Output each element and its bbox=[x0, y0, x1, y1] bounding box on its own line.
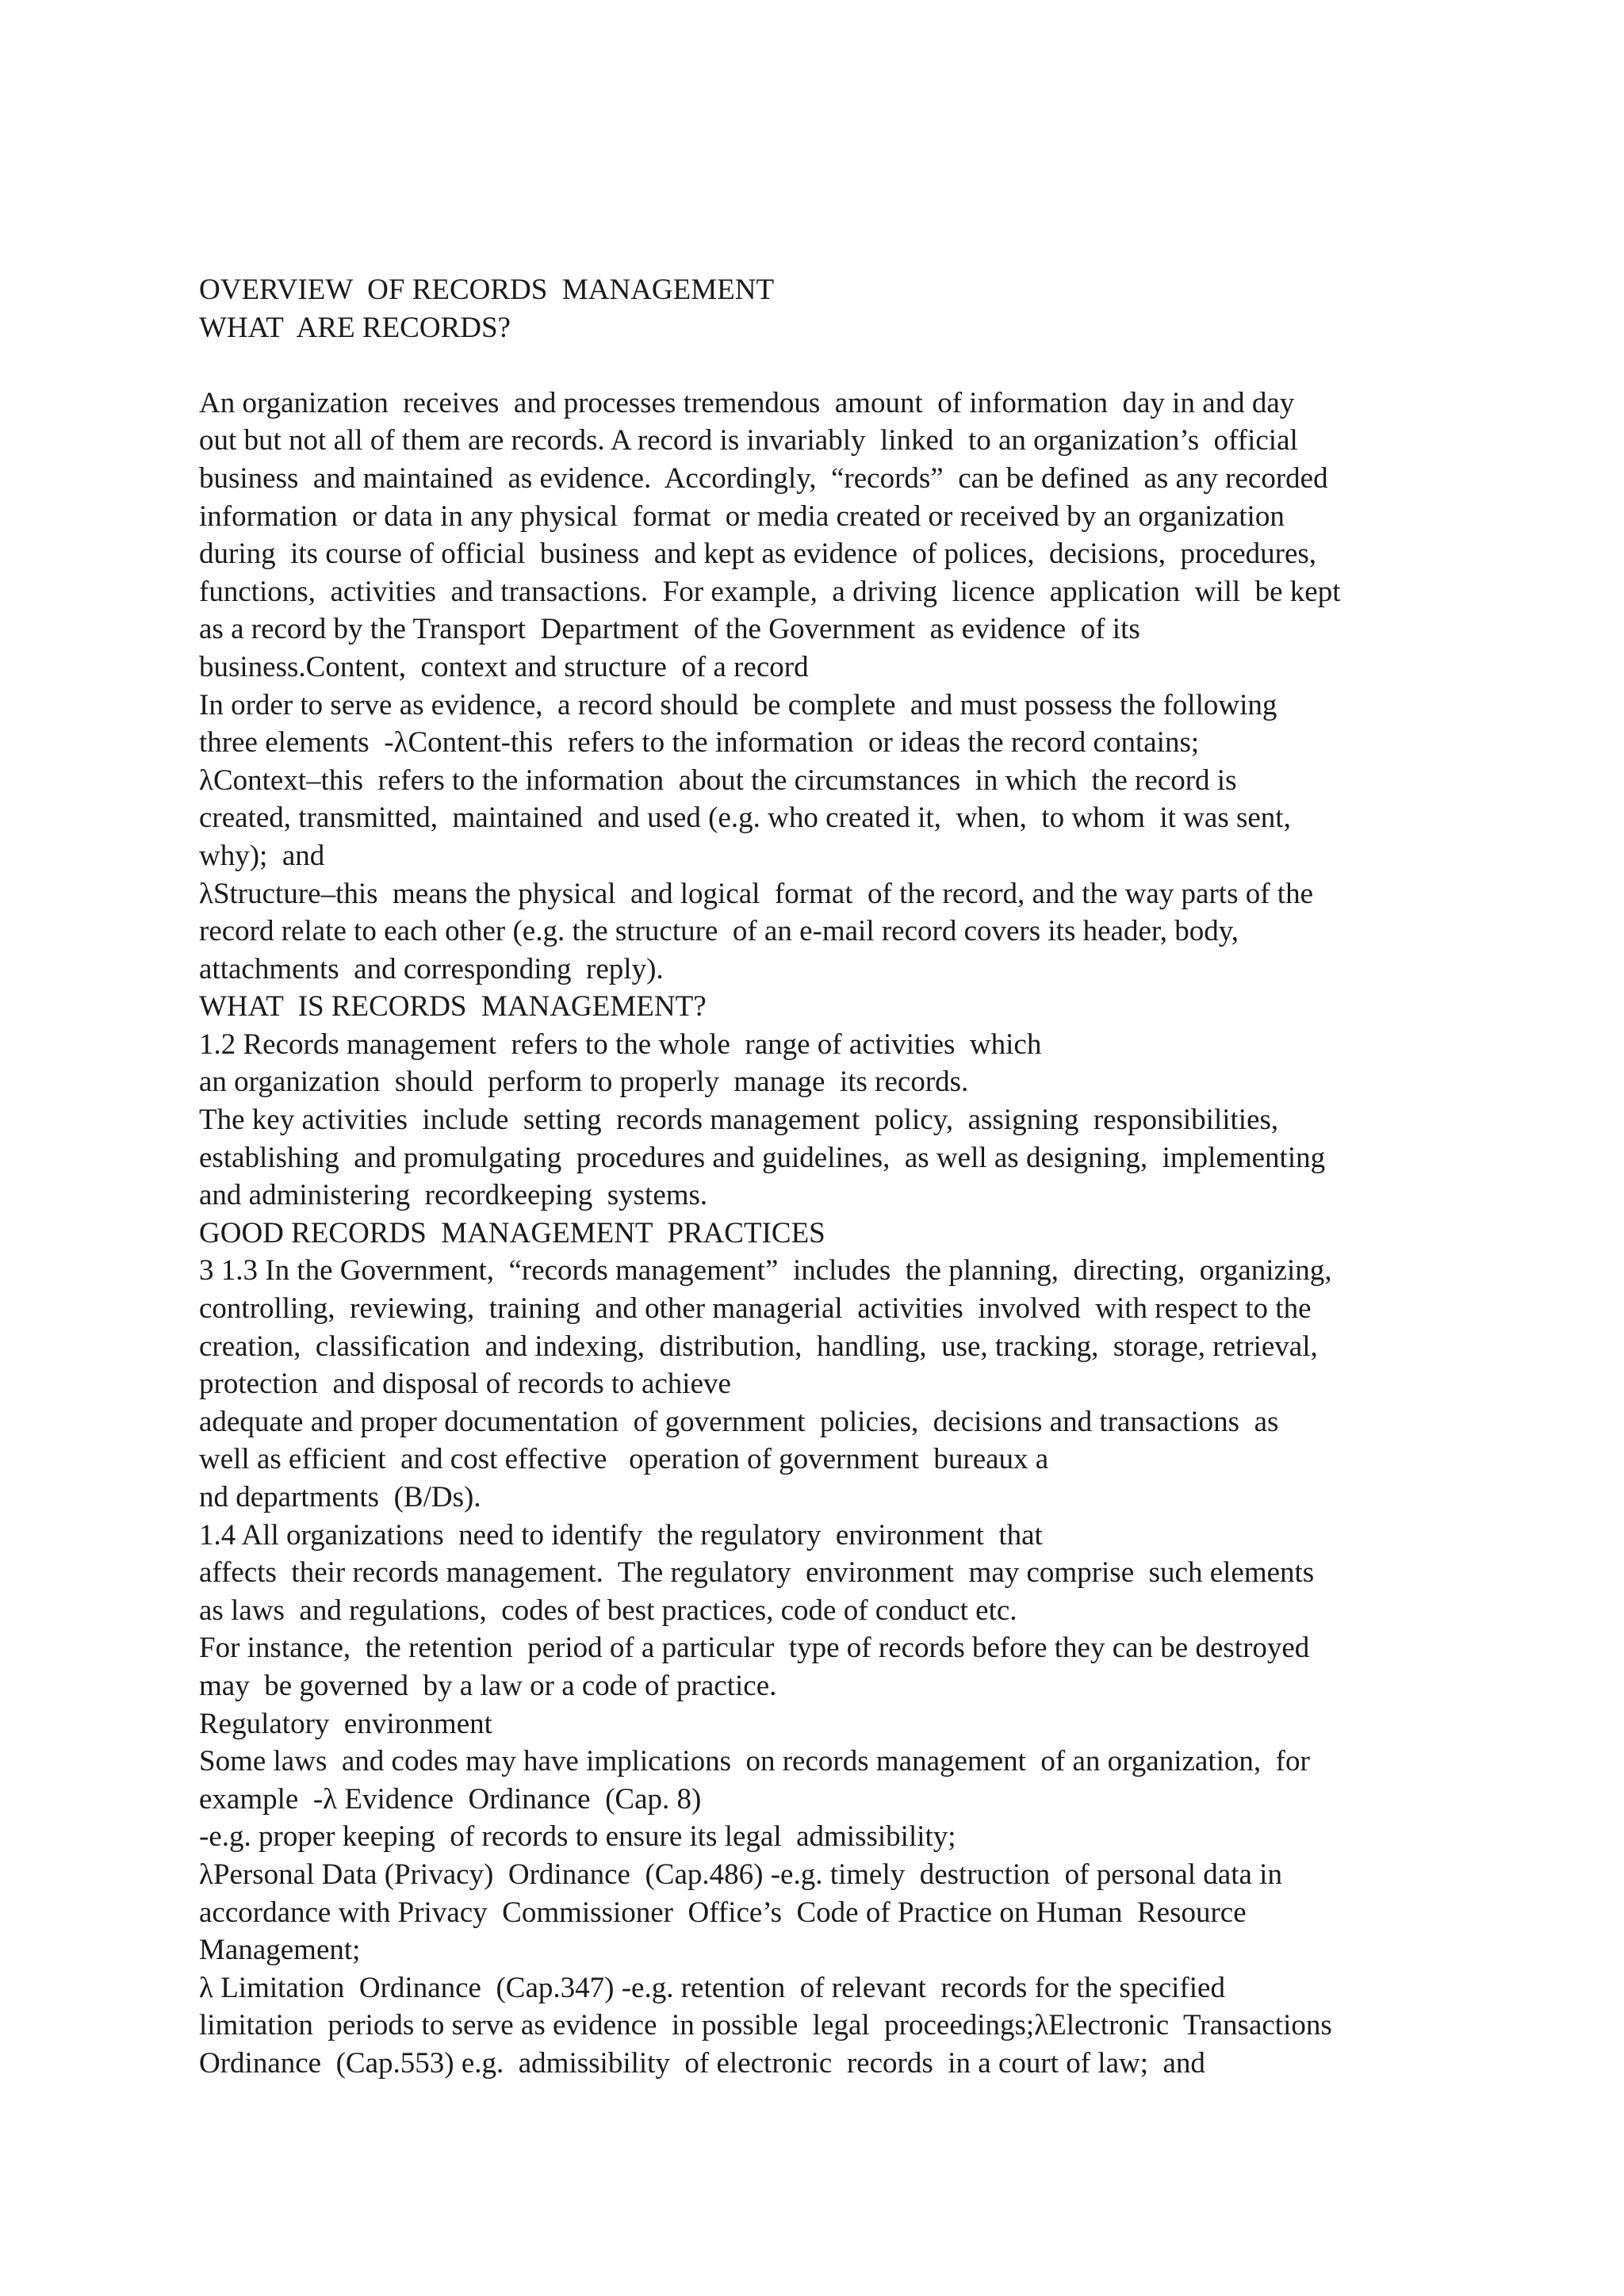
text-line: -e.g. proper keeping of records to ensure its legal admissibility; bbox=[199, 1820, 956, 1854]
text-line: establishing and promulgating procedures and guidelines, as well as designing, implementing bbox=[199, 1141, 1326, 1174]
text-line: 1.4 All organizations need to identify the regulatory environment that bbox=[199, 1518, 1043, 1552]
text-line: business.Content, context and structure of a record bbox=[199, 650, 809, 683]
text-line: as a record by the Transport Department of the Government as evidence of its bbox=[199, 613, 1140, 646]
text-line: λStructure–this means the physical and logical format of the record, and the way parts of the bbox=[199, 877, 1314, 910]
text-line: an organization should perform to properly manage its records. bbox=[199, 1066, 969, 1099]
text-line: well as efficient and cost effective operation of government bureaux a bbox=[199, 1443, 1049, 1476]
text-line: OVERVIEW OF RECORDS MANAGEMENT bbox=[199, 274, 775, 306]
text-line: example -λ Evidence Ordinance (Cap. 8) bbox=[199, 1782, 702, 1816]
text-line: functions, activities and transactions. For example, a driving licence application will be kept bbox=[199, 575, 1341, 608]
text-line: λ Limitation Ordinance (Cap.347) -e.g. retention of relevant records for the specified bbox=[199, 1971, 1225, 2004]
text-line: controlling, reviewing, training and other managerial activities involved with respect to the bbox=[199, 1292, 1312, 1326]
text-line: during its course of official business and kept as evidence of polices, decisions, procedures, bbox=[199, 538, 1317, 571]
text-line: created, transmitted, maintained and used (e.g. who created it, when, to whom it was sent, bbox=[199, 802, 1291, 835]
text-line: as laws and regulations, codes of best practices, code of conduct etc. bbox=[199, 1594, 1017, 1627]
text-line: affects their records management. The regulatory environment may comprise such elements bbox=[199, 1556, 1315, 1590]
text-line: may be governed by a law or a code of practice. bbox=[199, 1669, 777, 1702]
text-line: limitation periods to serve as evidence in possible legal proceedings;λElectronic Transactions bbox=[199, 2009, 1332, 2042]
text-line: adequate and proper documentation of government policies, decisions and transactions as bbox=[199, 1405, 1279, 1438]
text-line: WHAT ARE RECORDS? bbox=[199, 311, 511, 344]
text-line: Management; bbox=[199, 1934, 361, 1967]
text-line: creation, classification and indexing, distribution, handling, use, tracking, storage, retrieval, bbox=[199, 1330, 1318, 1363]
text-line: attachments and corresponding reply). bbox=[199, 952, 664, 985]
text-line: Ordinance (Cap.553) e.g. admissibility of electronic records in a court of law; and bbox=[199, 2046, 1205, 2080]
text-line: business and maintained as evidence. Accordingly, “records” can be defined as any recorded bbox=[199, 461, 1328, 495]
text-line: 1.2 Records management refers to the whole range of activities which bbox=[199, 1027, 1042, 1061]
text-line: accordance with Privacy Commissioner Office’s Code of Practice on Human Resource bbox=[199, 1896, 1247, 1929]
text-line: λPersonal Data (Privacy) Ordinance (Cap.486) -e.g. timely destruction of personal data in bbox=[199, 1858, 1282, 1891]
text-line: protection and disposal of records to achieve bbox=[199, 1368, 731, 1401]
text-line: Regulatory environment bbox=[199, 1707, 492, 1740]
text-line: WHAT IS RECORDS MANAGEMENT? bbox=[199, 990, 707, 1024]
document-body bbox=[199, 271, 1436, 2083]
text-line: why); and bbox=[199, 839, 325, 872]
text-line: For instance, the retention period of a particular type of records before they can be destroyed bbox=[199, 1632, 1310, 1665]
text-line: λContext–this refers to the information about the circumstances in which the record is bbox=[199, 763, 1237, 797]
text-line: and administering recordkeeping systems. bbox=[199, 1179, 708, 1212]
text-line: The key activities include setting records management policy, assigning responsibilities, bbox=[199, 1104, 1279, 1137]
text-line: 3 1.3 In the Government, “records management” includes the planning, directing, organizing, bbox=[199, 1254, 1332, 1288]
text-line: An organization receives and processes tremendous amount of information day in and day bbox=[199, 386, 1295, 419]
text-line: nd departments (B/Ds). bbox=[199, 1481, 481, 1513]
text-line: In order to serve as evidence, a record should be complete and must possess the following bbox=[199, 688, 1277, 721]
text-line: Some laws and codes may have implications on records management of an organization, for bbox=[199, 1745, 1310, 1778]
text-line: three elements -λContent-this refers to the information or ideas the record contains; bbox=[199, 726, 1200, 760]
text-line: GOOD RECORDS MANAGEMENT PRACTICES bbox=[199, 1216, 825, 1249]
text-line: information or data in any physical format or media created or received by an organization bbox=[199, 499, 1285, 533]
text-line: record relate to each other (e.g. the structure of an e-mail record covers its header, body, bbox=[199, 915, 1239, 948]
text-line: out but not all of them are records. A record is invariably linked to an organization’s official bbox=[199, 424, 1298, 457]
blank-line bbox=[199, 346, 1436, 385]
